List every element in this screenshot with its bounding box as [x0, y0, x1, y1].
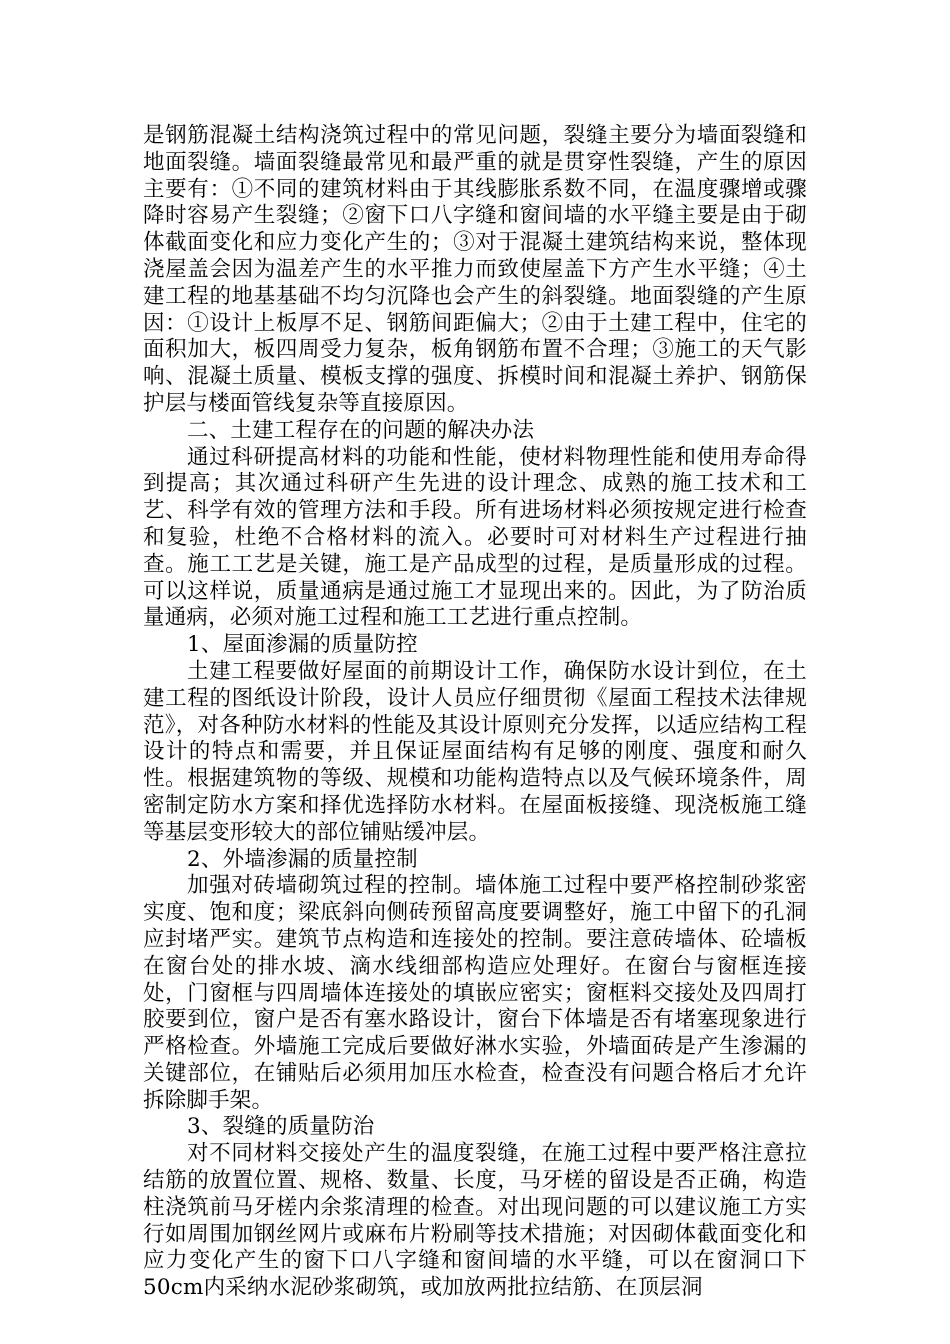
subsection-heading: 2、外墙渗漏的质量控制	[187, 846, 418, 872]
body-paragraph: 是钢筋混凝土结构浇筑过程中的常见问题，裂缝主要分为墙面裂缝和地面裂缝。墙面裂缝最常见和最严重的就是贯穿性裂缝，产生的原因主要有：①不同的建筑材料由于其线膨胀系数不同，在温度骤增或骤降时容易产生裂缝；②窗下口八字缝和窗间墙的水平缝主要是由于砌体截面变化和应力变化产生的；③对于混凝土建筑结构来说，整体现浇屋盖会因为温差产生的水平推力而致使屋盖下方产生水平缝；④土建工程的地基基础不均匀沉降也会产生的斜裂缝。地面裂缝的产生原因：①设计上板厚不足、钢筋间距偏大；②由于土建工程中，住宅的面积加大，板四周受力复杂，板角钢筋布置不合理；③施工的天气影响、混凝土质量、模板支撑的强度、拆模时间和混凝土养护、钢筋保护层与楼面管线复杂等直接原因。	[143, 123, 807, 416]
body-paragraph: 土建工程要做好屋面的前期设计工作，确保防水设计到位，在土建工程的图纸设计阶段，设计人员应仔细贯彻《屋面工程技术法律规范》，对各种防水材料的性能及其设计原则充分发挥，以适应结构工程设计的特点和需要，并且保证屋面结构有足够的刚度、强度和耐久性。根据建筑物的等级、规模和功能构造特点以及气候环境条件，周密制定防水方案和择优选择防水材料。在屋面板接缝、现浇板施工缝等基层变形较大的部位铺贴缓冲层。	[143, 658, 807, 845]
body-paragraph: 通过科研提高材料的功能和性能，使材料物理性能和使用寿命得到提高；其次通过科研产生先进的设计理念、成熟的施工技术和工艺、科学有效的管理方法和手段。所有进场材料必须按规定进行检查和复验，杜绝不合格材料的流入。必要时可对材料生产过程进行抽查。施工工艺是关键，施工是产品成型的过程，是质量形成的过程。可以这样说，质量通病是通过施工才显现出来的。因此，为了防治质量通病，必须对施工过程和施工工艺进行重点控制。	[143, 444, 807, 631]
section-heading: 二、土建工程存在的问题的解决办法	[187, 417, 535, 443]
subsection-heading: 1、屋面渗漏的质量防控	[187, 632, 418, 658]
document-page	[143, 123, 807, 1302]
subsection-heading: 3、裂缝的质量防治	[187, 1114, 375, 1140]
body-paragraph: 对不同材料交接处产生的温度裂缝，在施工过程中要严格注意拉结筋的放置位置、规格、数量、长度，马牙槎的留设是否正确，构造柱浇筑前马牙槎内余浆清理的检查。对出现问题的可以建议施工方实行如周围加钢丝网片或麻布片粉刷等技术措施；对因砌体截面变化和应力变化产生的窗下口八字缝和窗间墙的水平缝，可以在窗洞口下50cm内采纳水泥砂浆砌筑，或加放两批拉结筋、在顶层洞	[143, 1141, 807, 1301]
body-paragraph: 加强对砖墙砌筑过程的控制。墙体施工过程中要严格控制砂浆密实度、饱和度；梁底斜向侧砖预留高度要调整好，施工中留下的孔洞应封堵严实。建筑节点构造和连接处的控制。要注意砖墙体、砼墙板在窗台处的排水坡、滴水线细部构造应处理好。在窗台与窗框连接处，门窗框与四周墙体连接处的填嵌应密实；窗框料交接处及四周打胶要到位，窗户是否有塞水路设计，窗台下体墙是否有堵塞现象进行严格检查。外墙施工完成后要做好淋水实验，外墙面砖是产生渗漏的关键部位，在铺贴后必须用加压水检查，检查没有问题合格后才允许拆除脚手架。	[143, 873, 807, 1113]
